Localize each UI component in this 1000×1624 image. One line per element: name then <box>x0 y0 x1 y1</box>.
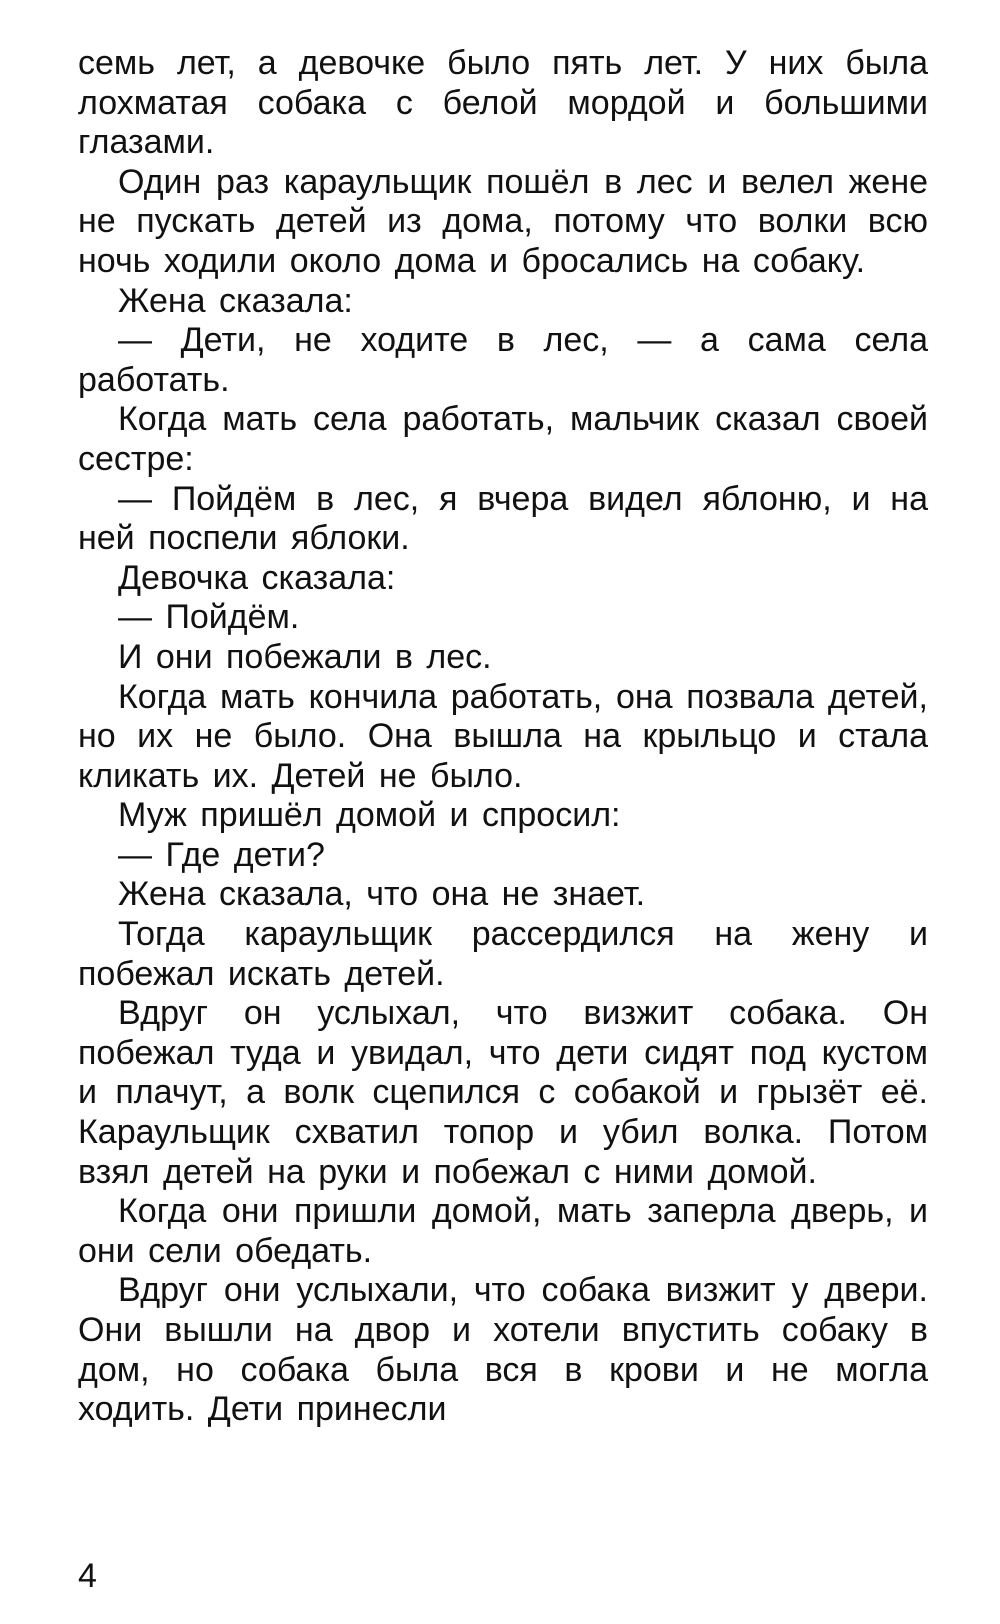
paragraph-10: Когда мать кончила работать, она позвала детей, но их не было. Она вышла на крыльцо и стала кликать их. Детей не было. <box>78 677 928 795</box>
paragraph-6: — Пойдём в лес, я вчера видел яблоню, и на ней поспели яблоки. <box>78 479 928 558</box>
paragraph-11: Муж пришёл домой и спросил: <box>118 796 621 835</box>
paragraph-12: — Где дети? <box>118 835 325 874</box>
paragraph-13: Жена сказала, что она не знает. <box>118 875 646 914</box>
paragraph-8: — Пойдём. <box>118 598 300 637</box>
paragraph-17: Вдруг они услыхали, что собака визжит у двери. Они вышли на двор и хотели впустить собаку в дом, но собака была вся в крови и не могла ходить. Дети принесли <box>78 1271 928 1429</box>
paragraph-5: Когда мать села работать, мальчик сказал своей сестре: <box>78 400 928 478</box>
paragraph-16: Когда они пришли домой, мать заперла дверь, и они сели обедать. <box>78 1192 928 1270</box>
paragraph-14: Тогда караульщик рассердился на жену и побежал искать детей. <box>78 915 928 993</box>
paragraph-9: И они побежали в лес. <box>118 637 492 676</box>
paragraph-15: Вдруг он услыхал, что визжит собака. Он побежал туда и увидал, что дети сидят под кустом и плачут, а волк сцепился с собакой и грызёт её. Караульщик схватил топор и убил волка. Потом взял детей на руки и побежал с ними домой. <box>78 994 928 1191</box>
paragraph-4: — Дети, не ходите в лес, — а сама села работать. <box>78 321 928 399</box>
paragraph-1: семь лет, а девочке было пять лет. У них была лохматая собака с белой мордой и большими глазами. <box>78 44 928 162</box>
paragraph-2: Один раз караульщик пошёл в лес и велел жене не пускать детей из дома, потому что волки всю ночь ходили около дома и бросались на собаку. <box>78 162 928 280</box>
paragraph-7: Девочка сказала: <box>118 558 396 597</box>
page-text <box>78 44 928 1430</box>
page-number: 4 <box>78 1557 97 1595</box>
paragraph-3: Жена сказала: <box>118 281 353 320</box>
